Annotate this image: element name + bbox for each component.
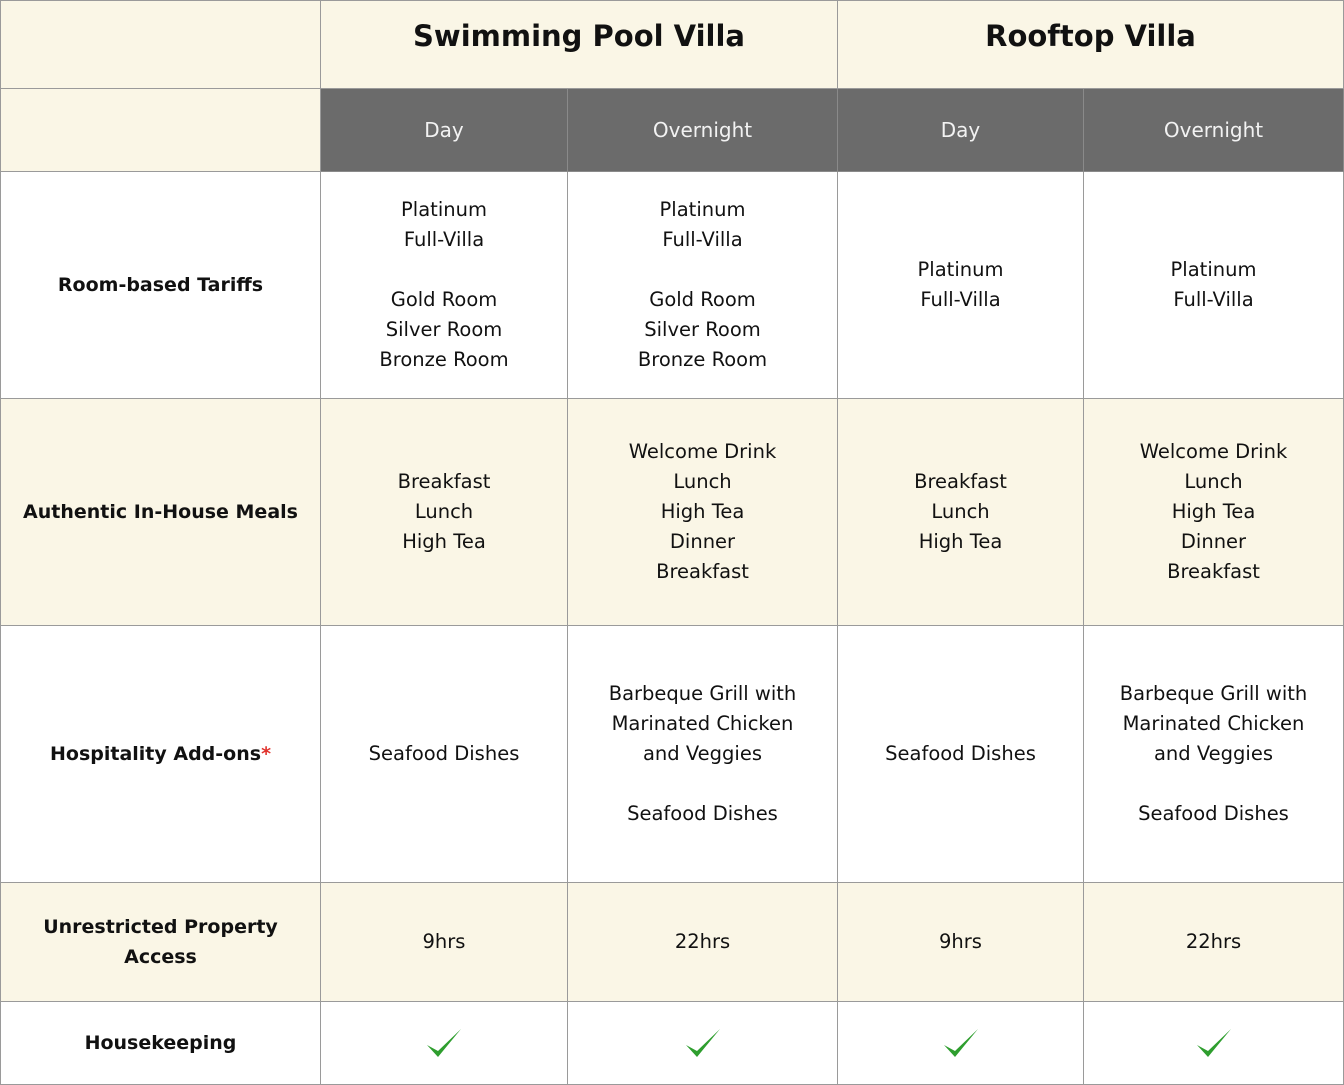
meals-rooftop-day: Breakfast Lunch High Tea xyxy=(838,399,1084,626)
row-label-tariffs: Room-based Tariffs xyxy=(0,172,321,399)
period-header-rooftop-overnight: Overnight xyxy=(1084,89,1344,172)
period-header-pool-day: Day xyxy=(321,89,568,172)
checkmark-icon xyxy=(684,1026,722,1060)
addons-rooftop-day: Seafood Dishes xyxy=(838,626,1084,883)
checkmark-icon xyxy=(425,1026,463,1060)
housekeeping-rooftop-day xyxy=(838,1002,1084,1085)
period-header-rooftop-day: Day xyxy=(838,89,1084,172)
row-label-access: Unrestricted Property Access xyxy=(0,883,321,1002)
header-corner-cell xyxy=(0,0,321,89)
period-header-pool-overnight: Overnight xyxy=(568,89,838,172)
access-rooftop-overnight: 22hrs xyxy=(1084,883,1344,1002)
checkmark-icon xyxy=(942,1026,980,1060)
row-label-meals: Authentic In-House Meals xyxy=(0,399,321,626)
access-pool-overnight: 22hrs xyxy=(568,883,838,1002)
tariffs-pool-day: Platinum Full-Villa Gold Room Silver Room Bronze Room xyxy=(321,172,568,399)
addons-asterisk: * xyxy=(261,743,271,765)
addons-rooftop-overnight: Barbeque Grill with Marinated Chicken and Veggies Seafood Dishes xyxy=(1084,626,1344,883)
addons-pool-day: Seafood Dishes xyxy=(321,626,568,883)
addons-pool-overnight: Barbeque Grill with Marinated Chicken and Veggies Seafood Dishes xyxy=(568,626,838,883)
addons-label-text: Hospitality Add-ons xyxy=(49,743,262,765)
row-label-housekeeping: Housekeeping xyxy=(0,1002,321,1085)
access-pool-day: 9hrs xyxy=(321,883,568,1002)
tariffs-rooftop-overnight: Platinum Full-Villa xyxy=(1084,172,1344,399)
tariffs-pool-overnight: Platinum Full-Villa Gold Room Silver Room Bronze Room xyxy=(568,172,838,399)
tariffs-rooftop-day: Platinum Full-Villa xyxy=(838,172,1084,399)
villa-header-swimming-pool: Swimming Pool Villa xyxy=(321,0,838,89)
meals-pool-day: Breakfast Lunch High Tea xyxy=(321,399,568,626)
housekeeping-pool-overnight xyxy=(568,1002,838,1085)
checkmark-icon xyxy=(1195,1026,1233,1060)
meals-rooftop-overnight: Welcome Drink Lunch High Tea Dinner Breakfast xyxy=(1084,399,1344,626)
meals-pool-overnight: Welcome Drink Lunch High Tea Dinner Breakfast xyxy=(568,399,838,626)
period-corner-cell xyxy=(0,89,321,172)
access-rooftop-day: 9hrs xyxy=(838,883,1084,1002)
row-label-addons xyxy=(0,626,321,883)
housekeeping-rooftop-overnight xyxy=(1084,1002,1344,1085)
housekeeping-pool-day xyxy=(321,1002,568,1085)
villa-header-rooftop: Rooftop Villa xyxy=(838,0,1344,89)
